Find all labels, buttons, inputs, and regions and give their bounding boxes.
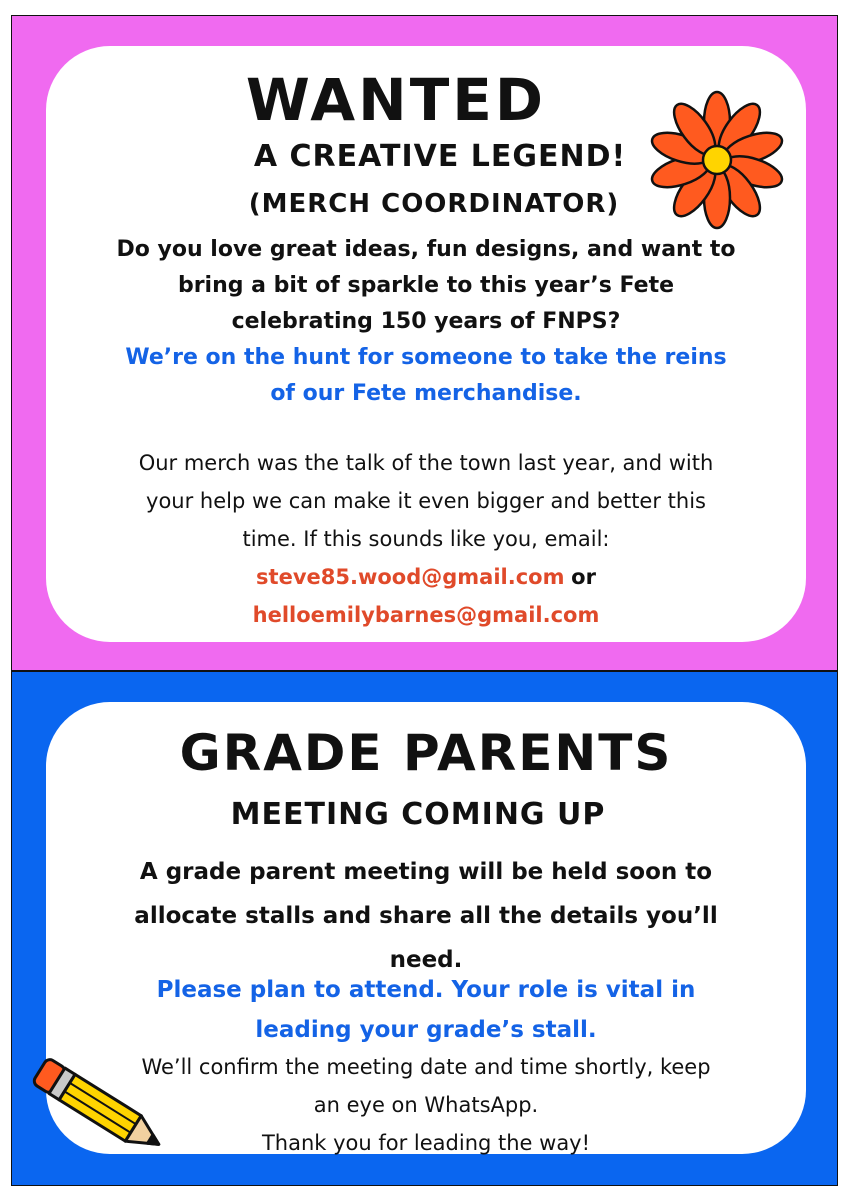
details-line: allocate stalls and share all the details you’ll xyxy=(134,903,718,929)
wanted-title: WANTED xyxy=(245,66,547,134)
pencil-icon xyxy=(20,1055,180,1165)
body-line: your help we can make it even bigger and better this xyxy=(146,489,706,513)
email-line-2 xyxy=(46,596,806,634)
email-link-steve[interactable]: steve85.wood@gmail.com xyxy=(256,565,565,589)
role-heading: (MERCH COORDINATOR) xyxy=(248,189,620,219)
intro-line: celebrating 150 years of FNPS? xyxy=(231,309,621,334)
intro-text xyxy=(46,232,806,340)
email-link-emily[interactable]: helloemilybarnes@gmail.com xyxy=(252,603,600,627)
details-line: A grade parent meeting will be held soon to xyxy=(139,859,713,885)
meeting-details xyxy=(46,850,806,982)
details-line: need. xyxy=(389,947,463,973)
attend-line: leading your grade’s stall. xyxy=(255,1017,597,1043)
hunt-line: We’re on the hunt for someone to take the reins xyxy=(125,345,727,370)
body-line: time. If this sounds like you, email: xyxy=(242,527,610,551)
intro-line: bring a bit of sparkle to this year’s Fete xyxy=(177,273,675,298)
or-text: or xyxy=(571,565,596,589)
confirm-line: Thank you for leading the way! xyxy=(261,1131,591,1155)
email-line-1 xyxy=(46,558,806,596)
intro-line: Do you love great ideas, fun designs, and want to xyxy=(116,237,736,262)
body-line: Our merch was the talk of the town last year, and with xyxy=(138,451,714,475)
confirm-line: We’ll confirm the meeting date and time shortly, keep xyxy=(141,1055,711,1079)
grade-parents-title: GRADE PARENTS xyxy=(179,724,673,782)
attend-line: Please plan to attend. Your role is vital in xyxy=(156,977,696,1003)
confirm-line: an eye on WhatsApp. xyxy=(313,1093,539,1117)
meeting-heading: MEETING COMING UP xyxy=(230,797,606,832)
creative-legend-heading: A CREATIVE LEGEND! xyxy=(253,139,627,174)
flower-icon xyxy=(647,90,787,230)
merch-body xyxy=(46,444,806,634)
attend-text xyxy=(46,970,806,1050)
hunt-line: of our Fete merchandise. xyxy=(270,381,582,406)
hunt-text xyxy=(46,340,806,412)
